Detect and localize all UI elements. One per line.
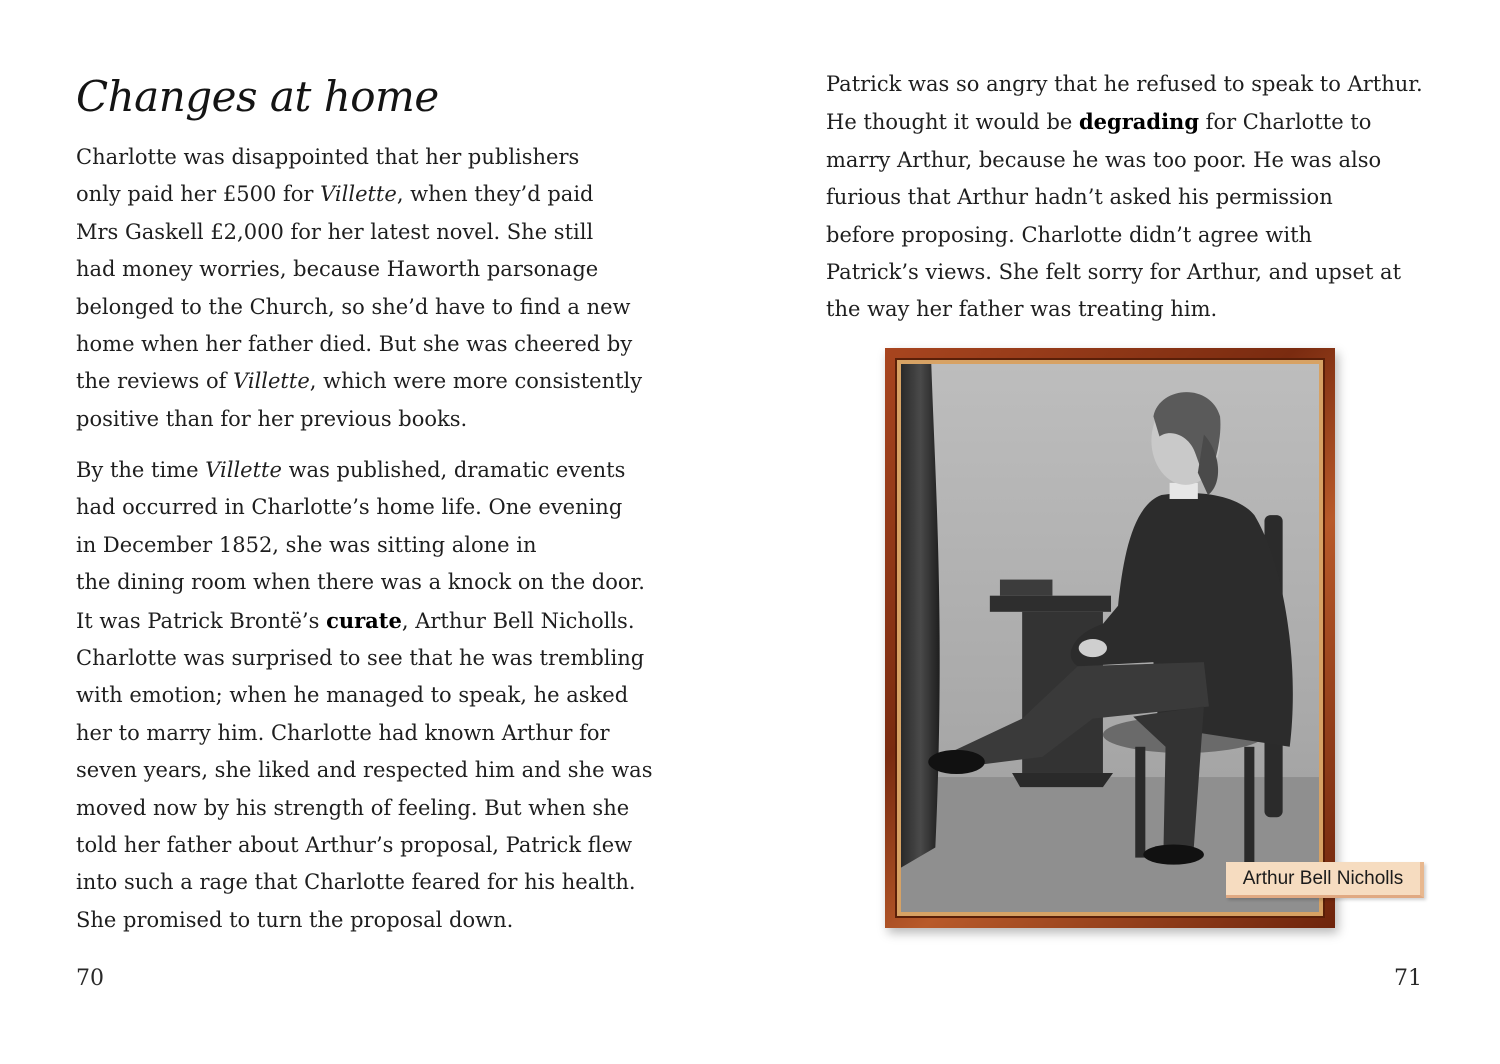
text-run: It was Patrick Brontë’s [76,608,327,633]
text-run: before proposing. Charlotte didn’t agree with [826,222,1313,247]
text-line [76,527,652,564]
text-run: He thought it would be [826,110,1079,135]
text-line [76,790,652,827]
book-title: Villette [233,369,310,394]
text-run: told her father about Arthur’s proposal, Patrick flew [76,833,633,858]
text-line [76,640,652,677]
text-line [826,142,1423,179]
text-run: , when they’d paid [396,182,594,207]
paragraph-1 [76,139,642,438]
text-line [76,289,642,326]
text-run: seven years, she liked and respected him and she was [76,758,653,783]
paragraph-3 [826,66,1423,329]
text-line [76,715,652,752]
text-run: By the time [76,458,206,482]
text-run: She promised to turn the proposal down. [76,907,514,932]
text-run: Mrs Gaskell £2,000 for her latest novel. She still [76,219,594,244]
book-title: Villette [320,182,397,207]
text-run: home when her father died. But she was cheered by [76,332,633,357]
text-run: her to marry him. Charlotte had known Arthur for [76,720,610,745]
text-line [76,401,642,438]
text-line [826,103,1423,141]
text-run: in December 1852, she was sitting alone in [76,532,537,557]
book-title: Villette [205,458,282,482]
text-line [76,176,642,213]
text-run: was published, dramatic events [281,458,626,482]
text-line [826,291,1423,328]
text-line [76,452,652,489]
paragraph-2 [76,452,652,939]
chapter-heading: Changes at home [76,72,439,121]
text-run: had money worries, because Haworth parsonage [76,257,599,282]
glossary-term: degrading [1078,109,1199,135]
text-run: had occurred in Charlotte’s home life. One evening [76,495,623,520]
text-run: moved now by his strength of feeling. But when she [76,795,630,820]
glossary-term: curate [326,607,402,633]
text-run: furious that Arthur hadn’t asked his permission [826,185,1333,210]
text-run: the dining room when there was a knock on the door. [76,570,645,595]
text-line [826,217,1423,254]
text-line [76,827,652,864]
text-run: the way her father was treating him. [826,297,1218,322]
text-line [76,752,652,789]
portrait-frame [885,348,1335,928]
text-run: Patrick was so angry that he refused to speak to Arthur. [826,72,1423,96]
text-run: Patrick’s views. She felt sorry for Arthur, and upset at [826,260,1402,285]
text-run: with emotion; when he managed to speak, he asked [76,683,629,708]
text-run: positive than for her previous books. [76,406,468,431]
text-line [76,251,642,288]
portrait-mat [897,360,1323,916]
text-line [76,864,652,901]
text-run: only paid her £500 for [76,182,321,207]
text-line [76,139,642,176]
text-run: for Charlotte to [1199,110,1372,135]
text-line [826,66,1423,103]
text-run: Charlotte was disappointed that her publishers [76,145,580,169]
text-line [76,602,652,640]
text-line [76,902,652,939]
portrait-photo [901,364,1319,912]
portrait-caption: Arthur Bell Nicholls [1226,862,1424,898]
text-run: , Arthur Bell Nicholls. [401,608,635,633]
text-line [76,363,642,400]
text-line [76,214,642,251]
text-line [826,179,1423,216]
text-line [76,677,652,714]
page-number-right: 71 [1394,966,1422,991]
text-run: the reviews of [76,369,234,394]
text-run: belonged to the Church, so she’d have to find a new [76,294,631,319]
text-line [76,489,652,526]
text-run: into such a rage that Charlotte feared for his health. [76,870,636,895]
text-line [826,254,1423,291]
text-line [76,326,642,363]
text-run: , which were more consistently [309,369,643,394]
text-line [76,564,652,601]
page-number-left: 70 [76,966,104,991]
text-run: Charlotte was surprised to see that he was trembling [76,646,645,671]
text-run: marry Arthur, because he was too poor. He was also [826,147,1382,172]
